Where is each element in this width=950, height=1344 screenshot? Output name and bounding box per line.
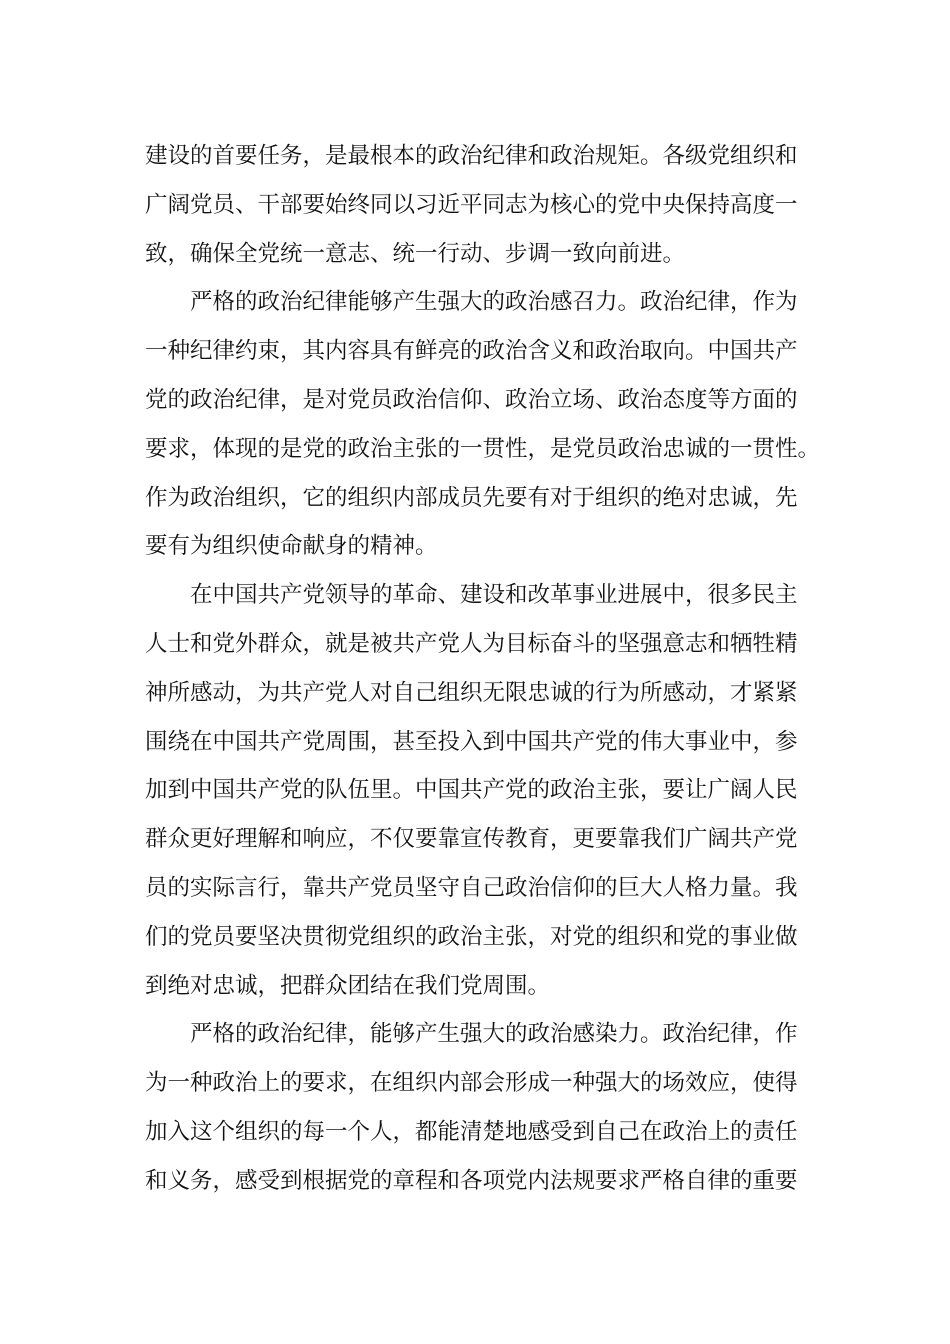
text-line: 围绕在中国共产党周围，甚至投入到中国共产党的伟大事业中，参 — [145, 728, 798, 755]
text-line: 严格的政治纪律能够产生强大的政治感召力。政治纪律，作为 — [190, 289, 798, 316]
paragraph-3 — [145, 571, 825, 1010]
text-line: 神所感动，为共产党人对自己组织无限忠诚的行为所感动，才紧紧 — [145, 679, 798, 706]
text-line: 人士和党外群众，就是被共产党人为目标奋斗的坚强意志和牺牲精 — [145, 630, 798, 657]
text-line: 为一种政治上的要求，在组织内部会形成一种强大的场效应，使得 — [145, 1070, 798, 1097]
text-line: 致，确保全党统一意志、统一行动、步调一致向前进。 — [145, 240, 686, 267]
text-line: 要有为组织使命献身的精神。 — [145, 533, 438, 560]
text-line: 党的政治纪律，是对党员政治信仰、政治立场、政治态度等方面的 — [145, 386, 798, 413]
text-line: 广阔党员、干部要始终同以习近平同志为核心的党中央保持高度一 — [145, 191, 798, 218]
body-text — [145, 132, 825, 1206]
text-line: 员的实际言行，靠共产党员坚守自己政治信仰的巨大人格力量。我 — [145, 874, 798, 901]
text-line: 作为政治组织，它的组织内部成员先要有对于组织的绝对忠诚，先 — [145, 484, 798, 511]
text-line: 们的党员要坚决贯彻党组织的政治主张，对党的组织和党的事业做 — [145, 923, 798, 950]
text-line: 到绝对忠诚，把群众团结在我们党周围。 — [145, 972, 551, 999]
text-line: 在中国共产党领导的革命、建设和改革事业进展中，很多民主 — [190, 582, 798, 609]
text-line: 建设的首要任务，是最根本的政治纪律和政治规矩。各级党组织和 — [145, 143, 798, 169]
paragraph-4 — [145, 1010, 825, 1205]
paragraph-1 — [145, 132, 825, 278]
text-line: 加到中国共产党的队伍里。中国共产党的政治主张，要让广阔人民 — [145, 777, 798, 804]
text-line: 加入这个组织的每一个人，都能清楚地感受到自己在政治上的责任 — [145, 1118, 798, 1145]
text-line: 要求，体现的是党的政治主张的一贯性，是党员政治忠诚的一贯性。 — [145, 435, 821, 462]
text-line: 和义务，感受到根据党的章程和各项党内法规要求严格自律的重要 — [145, 1167, 798, 1194]
text-line: 一种纪律约束，其内容具有鲜亮的政治含义和政治取向。中国共产 — [145, 338, 798, 365]
text-line: 严格的政治纪律，能够产生强大的政治感染力。政治纪律，作 — [190, 1021, 798, 1048]
text-line: 群众更好理解和响应，不仅要靠宣传教育，更要靠我们广阔共产党 — [145, 826, 798, 853]
paragraph-2 — [145, 278, 825, 571]
